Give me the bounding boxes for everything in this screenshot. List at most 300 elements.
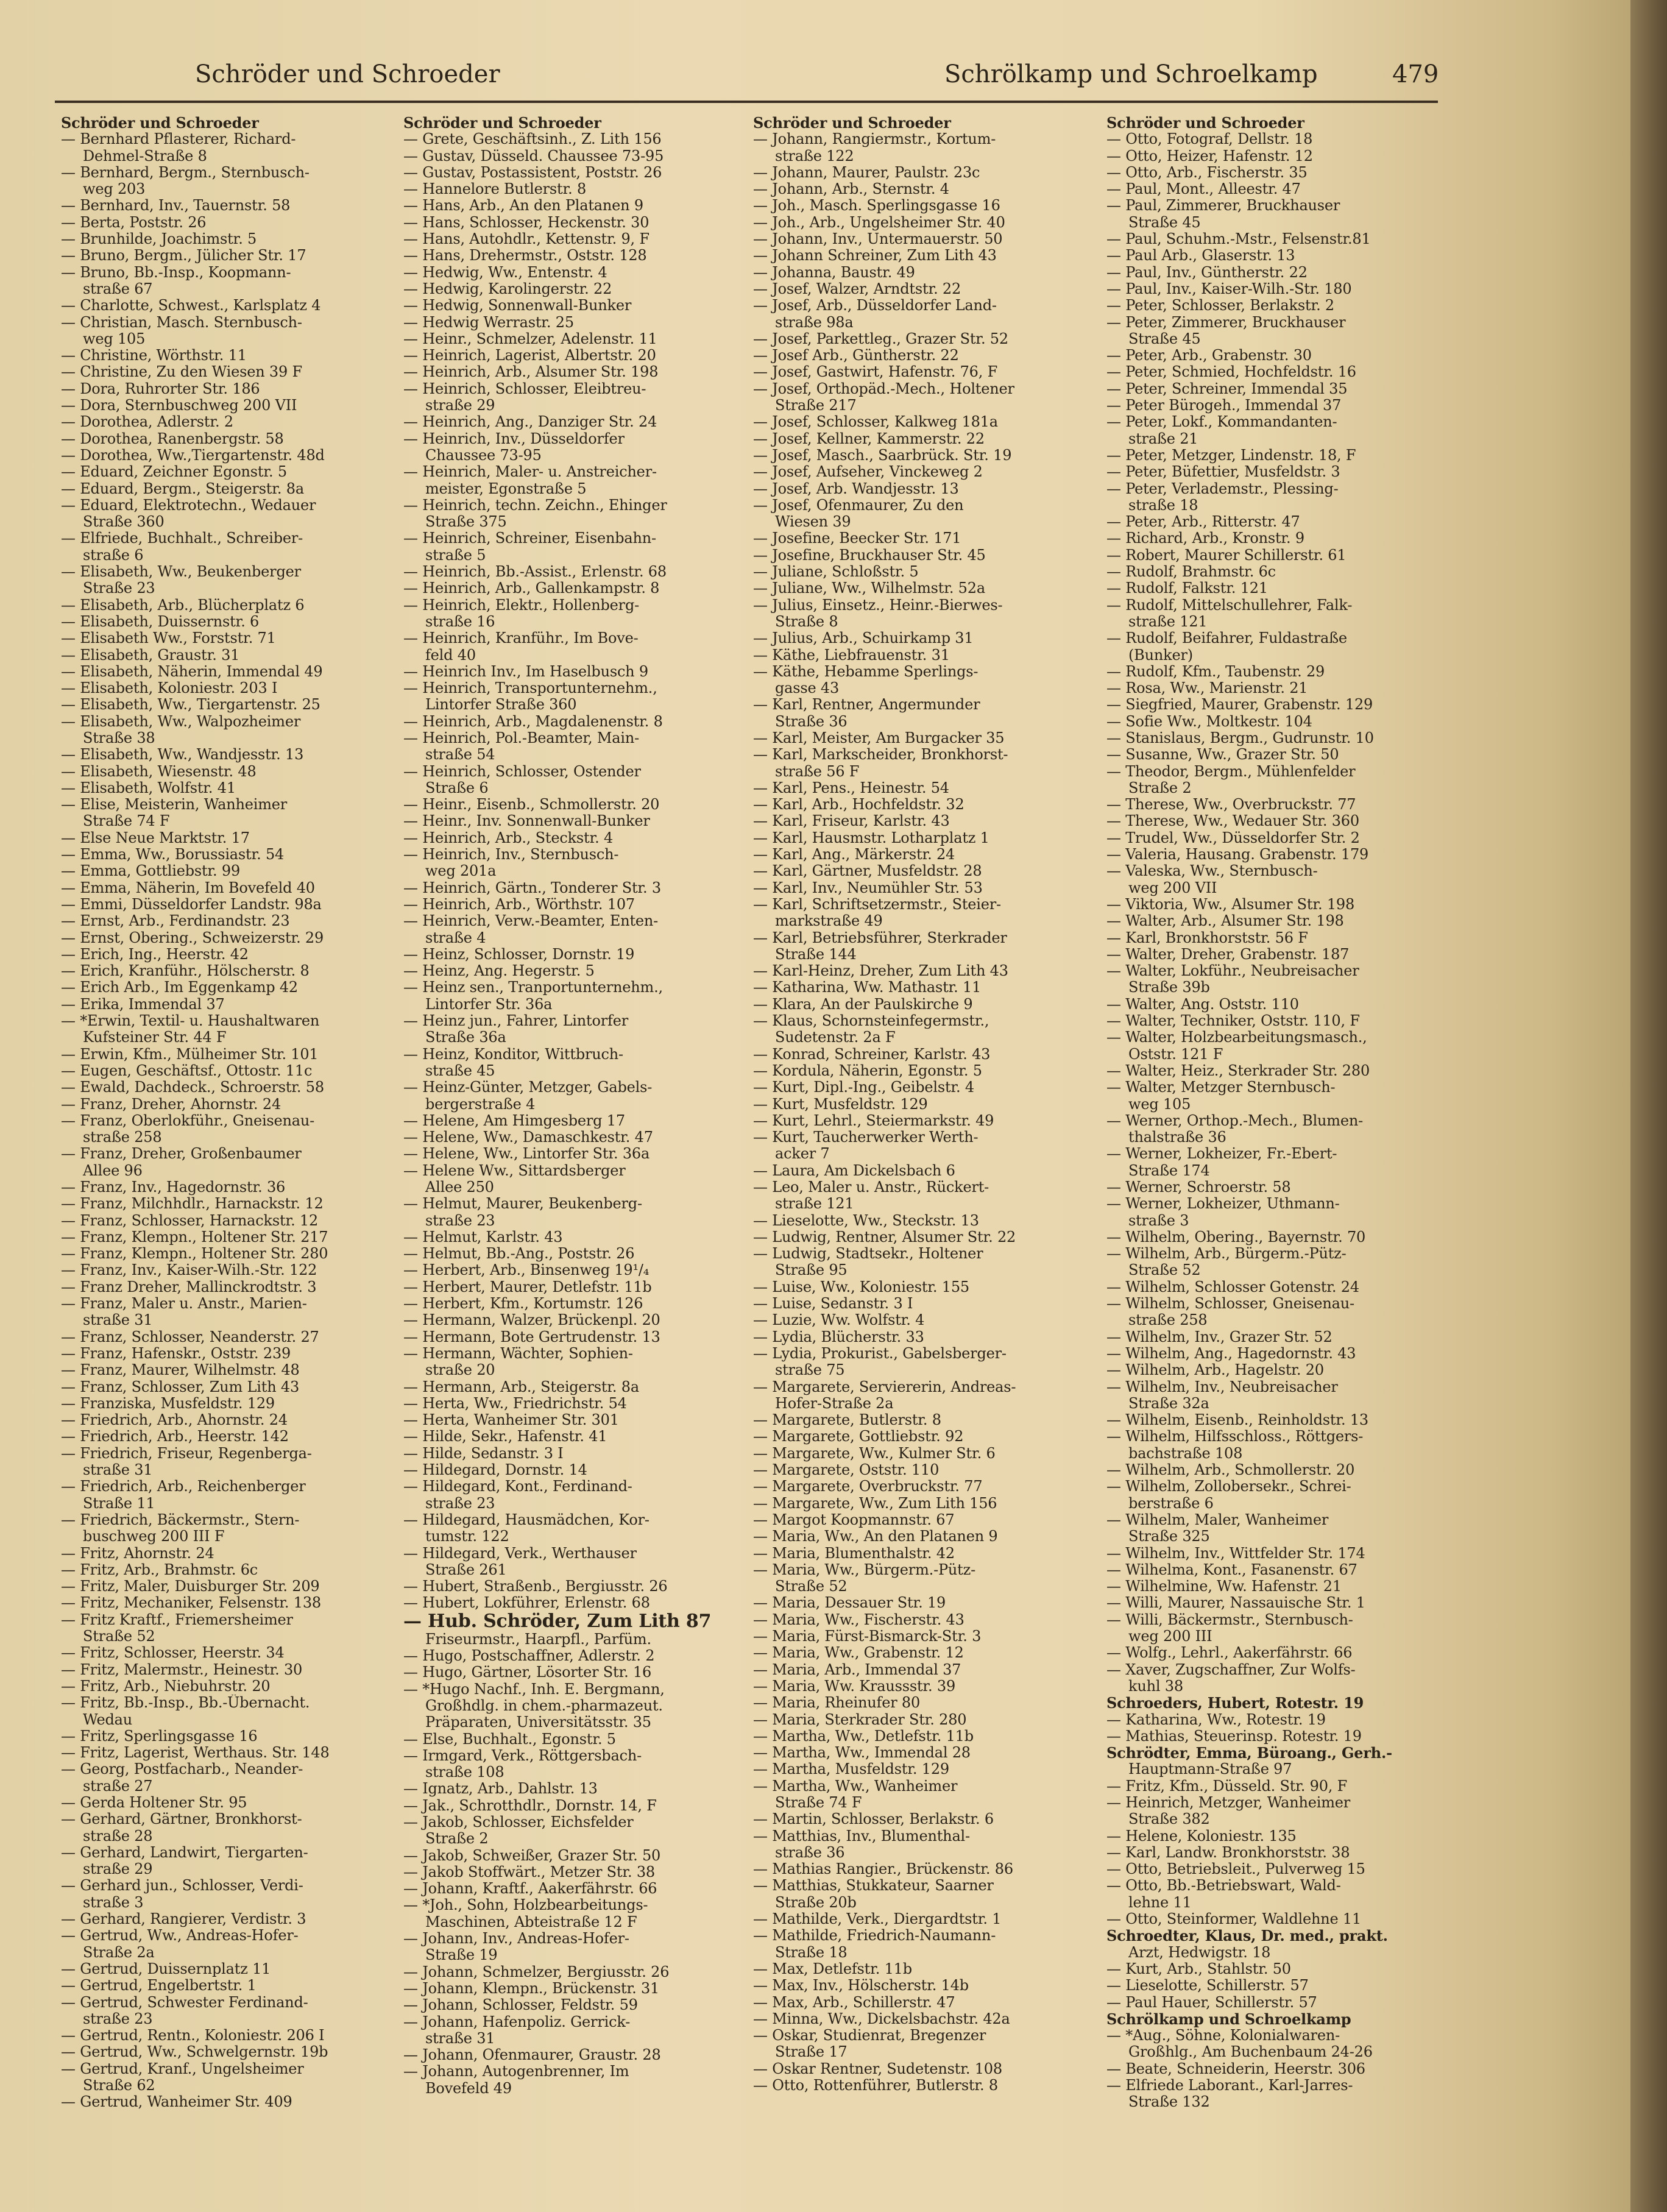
directory-entry-line: — Wilhelm, Inv., Neubreisacher bbox=[1106, 1378, 1338, 1395]
directory-entry-line: — Herbert, Kfm., Kortumstr. 126 bbox=[403, 1296, 643, 1313]
directory-entry-line: — Eugen, Geschäftsf., Ottostr. 11c bbox=[61, 1062, 313, 1079]
directory-entry-line: — Martha, Ww., Wanheimer bbox=[753, 1778, 958, 1795]
directory-entry-line: — Fritz, Arb., Brahmstr. 6c bbox=[61, 1561, 258, 1578]
directory-entry-line: — Therese, Ww., Wedauer Str. 360 bbox=[1106, 813, 1359, 830]
directory-entry-line: Allee 96 bbox=[83, 1162, 143, 1179]
directory-entry-line: — Berta, Poststr. 26 bbox=[61, 214, 207, 231]
directory-entry-line: — Emma, Näherin, Im Bovefeld 40 bbox=[61, 879, 315, 896]
directory-entry-line: — Erich, Ing., Heerstr. 42 bbox=[61, 946, 249, 963]
directory-entry-line: weg 200 III bbox=[1128, 1628, 1212, 1645]
directory-entry-line: — Juliane, Ww., Wilhelmstr. 52a bbox=[753, 580, 985, 597]
directory-entry-line: — Stanislaus, Bergm., Gudrunstr. 10 bbox=[1106, 729, 1374, 746]
directory-entry-line: — Ludwig, Rentner, Alsumer Str. 22 bbox=[753, 1228, 1016, 1246]
directory-entry-line: — Elise, Meisterin, Wanheimer bbox=[61, 796, 288, 814]
directory-entry-line: Allee 250 bbox=[425, 1179, 494, 1196]
directory-entry-line: — Rosa, Ww., Marienstr. 21 bbox=[1106, 680, 1308, 697]
directory-entry-line: — Rudolf, Brahmstr. 6c bbox=[1106, 564, 1276, 581]
directory-entry-line: — Gertrud, Duissernplatz 11 bbox=[61, 1960, 271, 1977]
directory-entry-line: — Johann, Schmelzer, Bergiusstr. 26 bbox=[403, 1963, 670, 1980]
directory-entry-line: — Gertrud, Ww., Schwelgernstr. 19b bbox=[61, 2044, 328, 2061]
directory-entry-line: — Walter, Ang. Oststr. 110 bbox=[1106, 996, 1299, 1013]
directory-entry-line: — Beate, Schneiderin, Heerstr. 306 bbox=[1106, 2060, 1365, 2077]
directory-entry-line: — Heinrich, Pol.-Beamter, Main- bbox=[403, 729, 640, 746]
directory-entry-line: — Franz, Hafenskr., Oststr. 239 bbox=[61, 1345, 291, 1362]
directory-entry-line: thalstraße 36 bbox=[1128, 1129, 1226, 1146]
directory-entry-line: — Therese, Ww., Overbruckstr. 77 bbox=[1106, 796, 1356, 814]
directory-entry-line: weg 203 bbox=[83, 181, 146, 198]
directory-entry-line: — Friedrich, Bäckermstr., Stern- bbox=[61, 1511, 300, 1528]
directory-entry-line: — Heinz-Günter, Metzger, Gabels- bbox=[403, 1079, 653, 1096]
directory-entry-line: Schröder und Schroeder bbox=[1106, 115, 1304, 132]
directory-entry-line: — Otto, Fotograf, Dellstr. 18 bbox=[1106, 131, 1313, 148]
directory-entry-line: — Heinrich, Transportunternehm., bbox=[403, 680, 657, 697]
directory-entry-line: — Elisabeth, Wolfstr. 41 bbox=[61, 779, 236, 796]
column-2 bbox=[403, 115, 726, 2186]
directory-entry-line: — Matthias, Stukkateur, Saarner bbox=[753, 1877, 994, 1895]
directory-entry-line: — Jakob Stoffwärt., Metzer Str. 38 bbox=[403, 1863, 655, 1881]
directory-entry-line: — Peter Bürogeh., Immendal 37 bbox=[1106, 397, 1342, 414]
directory-entry-line: — Erich Arb., Im Eggenkamp 42 bbox=[61, 979, 298, 996]
directory-entry-line: — Lydia, Blücherstr. 33 bbox=[753, 1328, 924, 1345]
directory-entry-line: — Ludwig, Stadtsekr., Holtener bbox=[753, 1246, 983, 1263]
directory-entry-line: — Elisabeth, Wiesenstr. 48 bbox=[61, 763, 257, 780]
directory-entry-line: — Rudolf, Kfm., Taubenstr. 29 bbox=[1106, 663, 1325, 680]
directory-entry-line: — Heinrich, Ang., Danziger Str. 24 bbox=[403, 414, 657, 431]
directory-entry-line: — Johanna, Baustr. 49 bbox=[753, 264, 915, 281]
directory-entry-line: — Erich, Kranführ., Hölscherstr. 8 bbox=[61, 963, 310, 980]
directory-entry-line: straße 3 bbox=[83, 1894, 144, 1911]
directory-entry-line: — Peter, Zimmerer, Bruckhauser bbox=[1106, 314, 1346, 331]
directory-entry-line: Straße 52 bbox=[83, 1628, 155, 1645]
directory-entry-line: — Johann, Inv., Untermauerstr. 50 bbox=[753, 231, 1003, 248]
directory-entry-line: — Franz, Inv., Hagedornstr. 36 bbox=[61, 1179, 286, 1196]
directory-entry-line: — Josef, Schlosser, Kalkweg 181a bbox=[753, 414, 998, 431]
directory-entry-line: — Bernhard, Inv., Tauernstr. 58 bbox=[61, 197, 291, 214]
directory-entry-line: — Dorothea, Ww.,Tiergartenstr. 48d bbox=[61, 447, 325, 464]
directory-entry-line: kuhl 38 bbox=[1128, 1678, 1183, 1695]
directory-entry-line: — Else, Buchhalt., Egonstr. 5 bbox=[403, 1731, 616, 1748]
directory-entry-line: Straße 20b bbox=[775, 1894, 857, 1911]
directory-entry-line: — Bernhard Pflasterer, Richard- bbox=[61, 131, 296, 148]
directory-entry-line: Schroedter, Klaus, Dr. med., prakt. bbox=[1106, 1927, 1388, 1944]
directory-entry-line: straße 108 bbox=[425, 1764, 504, 1781]
page-number: 479 bbox=[1392, 60, 1439, 88]
directory-entry-line: — Bruno, Bergm., Jülicher Str. 17 bbox=[61, 247, 306, 264]
directory-entry-line: straße 29 bbox=[425, 397, 495, 414]
directory-entry-line: — Oskar Rentner, Sudetenstr. 108 bbox=[753, 2060, 1002, 2077]
directory-entry-line: — Elfriede Laborant., Karl-Jarres- bbox=[1106, 2077, 1353, 2094]
directory-entry-line: — Christian, Masch. Sternbusch- bbox=[61, 314, 302, 331]
directory-entry-line: — Siegfried, Maurer, Grabenstr. 129 bbox=[1106, 697, 1373, 714]
directory-entry-line: straße 121 bbox=[775, 1196, 854, 1213]
directory-entry-line: Straße 11 bbox=[83, 1495, 155, 1512]
directory-entry-line: — Maria, Dessauer Str. 19 bbox=[753, 1595, 946, 1612]
directory-entry-line: acker 7 bbox=[775, 1146, 830, 1163]
directory-entry-line: — Karl, Inv., Neumühler Str. 53 bbox=[753, 879, 983, 896]
directory-entry-line: — Christine, Zu den Wiesen 39 F bbox=[61, 364, 302, 381]
directory-entry-line: — Maria, Fürst-Bismarck-Str. 3 bbox=[753, 1628, 982, 1645]
directory-entry-line: — Dora, Ruhrorter Str. 186 bbox=[61, 380, 260, 397]
directory-entry-line: — Wilhelm, Obering., Bayernstr. 70 bbox=[1106, 1228, 1366, 1246]
directory-entry-line: — Josef, Kellner, Kammerstr. 22 bbox=[753, 430, 985, 447]
directory-entry-line: — Wilhelm, Hilfsschloss., Röttgers- bbox=[1106, 1428, 1364, 1445]
directory-entry-line: — Franz, Schlosser, Neanderstr. 27 bbox=[61, 1328, 319, 1345]
directory-entry-line: — Heinrich, Gärtn., Tonderer Str. 3 bbox=[403, 879, 661, 896]
directory-entry-line: Schröder und Schroeder bbox=[753, 115, 951, 132]
directory-entry-line: Straße 325 bbox=[1128, 1528, 1210, 1545]
directory-entry-line: — Elfriede, Buchhalt., Schreiber- bbox=[61, 530, 303, 547]
directory-entry-line: — Gertrud, Schwester Ferdinand- bbox=[61, 1994, 308, 2011]
directory-entry-line: — Hilde, Sekr., Hafenstr. 41 bbox=[403, 1428, 607, 1445]
directory-entry-line: — Eduard, Elektrotechn., Wedauer bbox=[61, 497, 316, 514]
directory-entry-line: — Wilhelm, Arb., Schmollerstr. 20 bbox=[1106, 1462, 1355, 1479]
directory-entry-line: straße 54 bbox=[425, 746, 495, 764]
directory-entry-line: — Emmi, Düsseldorfer Landstr. 98a bbox=[61, 896, 322, 913]
directory-entry-line: straße 29 bbox=[83, 1861, 153, 1878]
directory-entry-line: — Brunhilde, Joachimstr. 5 bbox=[61, 231, 257, 248]
directory-entry-line: — Werner, Orthop.-Mech., Blumen- bbox=[1106, 1112, 1364, 1129]
directory-entry-line: — Johann, Inv., Andreas-Hofer- bbox=[403, 1930, 629, 1948]
directory-entry-line: straße 56 F bbox=[775, 763, 860, 780]
column-1 bbox=[61, 115, 384, 2186]
directory-entry-line: — Margarete, Gottliebstr. 92 bbox=[753, 1428, 964, 1445]
directory-entry-line: — Otto, Rottenführer, Butlerstr. 8 bbox=[753, 2077, 998, 2094]
directory-entry-line: — Josef, Gastwirt, Hafenstr. 76, F bbox=[753, 364, 998, 381]
directory-entry-line: — Heinrich, Arb., Magdalenenstr. 8 bbox=[403, 713, 663, 730]
directory-entry-line: — Josef, Arb., Düsseldorfer Land- bbox=[753, 297, 997, 314]
directory-entry-line: — Wilhelm, Inv., Grazer Str. 52 bbox=[1106, 1328, 1333, 1345]
directory-entry-line: — Heinz, Konditor, Wittbruch- bbox=[403, 1046, 623, 1063]
directory-entry-line: straße 31 bbox=[83, 1312, 153, 1329]
directory-entry-line: — Otto, Arb., Fischerstr. 35 bbox=[1106, 164, 1308, 181]
directory-entry-line: — Wilhelm, Zollobersekr., Schrei- bbox=[1106, 1478, 1351, 1495]
directory-entry-line: — Werner, Schroerstr. 58 bbox=[1106, 1179, 1291, 1196]
directory-entry-line: — Rudolf, Mittelschullehrer, Falk- bbox=[1106, 597, 1353, 614]
directory-entry-line: — Peter, Schreiner, Immendal 35 bbox=[1106, 380, 1348, 397]
directory-entry-line: gasse 43 bbox=[775, 680, 840, 697]
directory-entry-line: — Hildegard, Hausmädchen, Kor- bbox=[403, 1511, 649, 1528]
directory-entry-line: — Maria, Arb., Immendal 37 bbox=[753, 1661, 961, 1678]
directory-entry-line: — Karl, Arb., Hochfeldstr. 32 bbox=[753, 796, 964, 814]
directory-entry-line: — Theodor, Bergm., Mühlenfelder bbox=[1106, 763, 1356, 780]
directory-entry-line: — Fritz, Ahornstr. 24 bbox=[61, 1545, 214, 1562]
directory-entry-line: — Friedrich, Friseur, Regenberga- bbox=[61, 1445, 312, 1462]
directory-entry-line: — Peter, Arb., Ritterstr. 47 bbox=[1106, 514, 1300, 531]
directory-entry-line: — Martin, Schlosser, Berlakstr. 6 bbox=[753, 1811, 994, 1828]
directory-entry-line: — Käthe, Liebfrauenstr. 31 bbox=[753, 647, 950, 664]
directory-entry-line: — Hubert, Lokführer, Erlenstr. 68 bbox=[403, 1595, 650, 1612]
directory-entry-line: Straße 217 bbox=[775, 397, 857, 414]
directory-entry-line: — Johann, Kraftf., Aakerfährstr. 66 bbox=[403, 1881, 657, 1898]
directory-entry-line: — Hugo, Postschaffner, Adlerstr. 2 bbox=[403, 1648, 655, 1665]
directory-entry-line: — Heinr., Eisenb., Schmollerstr. 20 bbox=[403, 796, 660, 814]
directory-entry-line: — Heinz, Schlosser, Dornstr. 19 bbox=[403, 946, 635, 963]
directory-entry-line: Präparaten, Universitätsstr. 35 bbox=[425, 1714, 651, 1731]
directory-entry-line: — Josef Arb., Güntherstr. 22 bbox=[753, 347, 959, 364]
directory-entry-line: — Wilhelm, Arb., Hagelstr. 20 bbox=[1106, 1362, 1324, 1379]
directory-entry-line: — Walter, Arb., Alsumer Str. 198 bbox=[1106, 913, 1344, 930]
directory-entry-line: — Helene, Ww., Damaschkestr. 47 bbox=[403, 1129, 653, 1146]
directory-entry-line: — Maria, Ww. Kraussstr. 39 bbox=[753, 1678, 956, 1695]
directory-entry-line: Lintorfer Str. 36a bbox=[425, 996, 553, 1013]
directory-entry-line: Straße 45 bbox=[1128, 330, 1201, 347]
directory-entry-line: — Hugo, Gärtner, Lösorter Str. 16 bbox=[403, 1664, 652, 1681]
directory-entry-line: Großhlg., Am Buchenbaum 24-26 bbox=[1128, 2044, 1373, 2061]
directory-entry-line: — Maria, Ww., Fischerstr. 43 bbox=[753, 1611, 964, 1628]
directory-entry-line: — Max, Detlefstr. 11b bbox=[753, 1960, 912, 1977]
directory-entry-line: — Heinrich, Arb., Steckstr. 4 bbox=[403, 829, 614, 846]
directory-entry-line: — Trudel, Ww., Düsseldorfer Str. 2 bbox=[1106, 829, 1360, 846]
directory-entry-line: — Heinrich, Arb., Gallenkampstr. 8 bbox=[403, 580, 660, 597]
directory-entry-line: — Johann Schreiner, Zum Lith 43 bbox=[753, 247, 997, 264]
directory-entry-line: — Josef, Orthopäd.-Mech., Holtener bbox=[753, 380, 1014, 397]
directory-entry-line: Bovefeld 49 bbox=[425, 2080, 512, 2097]
directory-entry-line: — Heinrich, Verw.-Beamter, Enten- bbox=[403, 913, 659, 930]
directory-entry-line: Oststr. 121 F bbox=[1128, 1046, 1223, 1063]
directory-entry-line: — Rudolf, Falkstr. 121 bbox=[1106, 580, 1268, 597]
directory-entry-line: — Lieselotte, Ww., Steckstr. 13 bbox=[753, 1212, 979, 1229]
directory-entry-line: — Hildegard, Verk., Werthauser bbox=[403, 1545, 637, 1562]
directory-entry-line: straße 21 bbox=[1128, 430, 1198, 447]
header-left-title: Schröder und Schroeder bbox=[195, 60, 500, 88]
directory-entry-line: Hauptmann-Straße 97 bbox=[1128, 1761, 1292, 1778]
directory-entry-line: Hofer-Straße 2a bbox=[775, 1395, 894, 1412]
header-right-title: Schrölkamp und Schroelkamp bbox=[944, 60, 1318, 88]
directory-entry-line: straße 121 bbox=[1128, 613, 1208, 630]
directory-entry-line: — Bernhard, Bergm., Sternbusch- bbox=[61, 164, 310, 181]
directory-entry-line: Straße 45 bbox=[1128, 214, 1201, 231]
directory-entry-line: — Josef, Masch., Saarbrück. Str. 19 bbox=[753, 447, 1012, 464]
directory-entry-line: — Heinrich, Arb., Wörthstr. 107 bbox=[403, 896, 635, 913]
directory-entry-line: Straße 23 bbox=[83, 580, 155, 597]
directory-entry-line: — Karl, Betriebsführer, Sterkrader bbox=[753, 929, 1007, 946]
directory-entry-line: Straße 36a bbox=[425, 1029, 506, 1046]
directory-entry-line: — Franz, Oberlokführ., Gneisenau- bbox=[61, 1112, 315, 1129]
directory-entry-line: — Hans, Autohdlr., Kettenstr. 9, F bbox=[403, 231, 649, 248]
directory-entry-line: — Hedwig, Karolingerstr. 22 bbox=[403, 280, 612, 297]
directory-entry-line: — Walter, Techniker, Oststr. 110, F bbox=[1106, 1013, 1360, 1030]
directory-entry-line: — Heinrich, Maler- u. Anstreicher- bbox=[403, 464, 657, 481]
directory-entry-line: — Leo, Maler u. Anstr., Rückert- bbox=[753, 1179, 989, 1196]
directory-entry-line: — Robert, Maurer Schillerstr. 61 bbox=[1106, 547, 1347, 564]
directory-entry-line: — Herbert, Maurer, Detlefstr. 11b bbox=[403, 1278, 652, 1296]
directory-entry-line: — Maria, Ww., Grabenstr. 12 bbox=[753, 1645, 964, 1662]
directory-entry-line: — Max, Arb., Schillerstr. 47 bbox=[753, 1994, 955, 2011]
directory-entry-line: — Max, Inv., Hölscherstr. 14b bbox=[753, 1977, 969, 1994]
column-4 bbox=[1106, 115, 1429, 2186]
directory-entry-line: — Peter, Arb., Grabenstr. 30 bbox=[1106, 347, 1312, 364]
directory-entry-line: — Fritz, Bb.-Insp., Bb.-Übernacht. bbox=[61, 1695, 310, 1712]
directory-entry-line: (Bunker) bbox=[1128, 647, 1193, 664]
directory-entry-line: weg 200 VII bbox=[1128, 879, 1217, 896]
directory-entry-line: — *Aug., Söhne, Kolonialwaren- bbox=[1106, 2027, 1340, 2044]
directory-entry-line: — Werner, Lokheizer, Fr.-Ebert- bbox=[1106, 1146, 1337, 1163]
directory-entry-line: tumstr. 122 bbox=[425, 1528, 509, 1545]
directory-entry-line: — Bruno, Bb.-Insp., Koopmann- bbox=[61, 264, 291, 281]
directory-entry-line: — Karl, Gärtner, Musfeldstr. 28 bbox=[753, 863, 982, 880]
directory-entry-line: — Fritz Kraftf., Friemersheimer bbox=[61, 1611, 293, 1628]
directory-entry-line: — Jakob, Schlosser, Eichsfelder bbox=[403, 1813, 634, 1831]
directory-entry-line: — Heinrich, Schreiner, Eisenbahn- bbox=[403, 530, 656, 547]
directory-entry-line: — Franz, Milchhdlr., Harnackstr. 12 bbox=[61, 1196, 324, 1213]
directory-entry-line: — Heinrich Inv., Im Haselbusch 9 bbox=[403, 663, 648, 680]
directory-entry-line: — Mathilde, Verk., Diergardtstr. 1 bbox=[753, 1911, 1002, 1928]
directory-entry-line: — Luzie, Ww. Wolfstr. 4 bbox=[753, 1312, 925, 1329]
directory-entry-line: Schröder und Schroeder bbox=[403, 115, 601, 132]
directory-entry-line: Straße 18 bbox=[775, 1944, 848, 1961]
directory-entry-line: — Karl, Pens., Heinestr. 54 bbox=[753, 779, 949, 796]
directory-entry-line: — Dora, Sternbuschweg 200 VII bbox=[61, 397, 297, 414]
directory-entry-line: — Karl, Hausmstr. Lotharplatz 1 bbox=[753, 829, 989, 846]
directory-entry-line: Straße 19 bbox=[425, 1947, 498, 1964]
directory-entry-line: — Lieselotte, Schillerstr. 57 bbox=[1106, 1977, 1309, 1994]
directory-entry-line: — Helmut, Maurer, Beukenberg- bbox=[403, 1196, 642, 1213]
directory-entry-line: Straße 8 bbox=[775, 613, 838, 630]
directory-entry-line: Schröder und Schroeder bbox=[61, 115, 259, 132]
directory-entry-line: — Martha, Ww., Detlefstr. 11b bbox=[753, 1728, 974, 1745]
directory-entry-line: straße 31 bbox=[425, 2030, 495, 2047]
directory-entry-line: — Josefine, Bruckhauser Str. 45 bbox=[753, 547, 986, 564]
directory-entry-line: — Otto, Steinformer, Waldlehne 11 bbox=[1106, 1911, 1362, 1928]
directory-entry-line: — Johann, Ofenmaurer, Graustr. 28 bbox=[403, 2047, 661, 2064]
directory-entry-line: — Jak., Schrotthdlr., Dornstr. 14, F bbox=[403, 1797, 657, 1814]
directory-entry-line: — Elisabeth, Ww., Tiergartenstr. 25 bbox=[61, 697, 320, 714]
directory-entry-line: — Maria, Blumenthalstr. 42 bbox=[753, 1545, 955, 1562]
directory-entry-line: — Klara, An der Paulskirche 9 bbox=[753, 996, 973, 1013]
directory-entry-line: straße 98a bbox=[775, 314, 854, 331]
directory-entry-line: straße 67 bbox=[83, 280, 153, 297]
directory-entry-line: — Walter, Holzbearbeitungsmasch., bbox=[1106, 1029, 1367, 1046]
directory-entry-line: — Franziska, Musfeldstr. 129 bbox=[61, 1395, 275, 1412]
directory-entry-line: Chaussee 73-95 bbox=[425, 447, 542, 464]
directory-entry-line: — Käthe, Hebamme Sperlings- bbox=[753, 663, 979, 680]
directory-entry-line: — Richard, Arb., Kronstr. 9 bbox=[1106, 530, 1304, 547]
directory-entry-line: Straße 6 bbox=[425, 779, 489, 796]
directory-entry-line: — Otto, Heizer, Hafenstr. 12 bbox=[1106, 147, 1313, 165]
directory-entry-line: — Heinrich, Lagerist, Albertstr. 20 bbox=[403, 347, 656, 364]
directory-entry-line: — Karl, Meister, Am Burgacker 35 bbox=[753, 729, 1005, 746]
directory-entry-line: — Mathias, Steuerinsp. Rotestr. 19 bbox=[1106, 1728, 1362, 1745]
directory-entry-line: — Paul, Mont., Alleestr. 47 bbox=[1106, 181, 1301, 198]
directory-entry-line: — Johann, Arb., Sternstr. 4 bbox=[753, 181, 949, 198]
directory-entry-line: — Eduard, Bergm., Steigerstr. 8a bbox=[61, 480, 304, 497]
directory-entry-line: weg 105 bbox=[1128, 1096, 1191, 1113]
directory-entry-line: — Helene Ww., Sittardsberger bbox=[403, 1162, 626, 1179]
directory-entry-line: — Grete, Geschäftsinh., Z. Lith 156 bbox=[403, 131, 662, 148]
directory-entry-line: — Gerhard, Landwirt, Tiergarten- bbox=[61, 1844, 308, 1861]
directory-entry-line: Straße 261 bbox=[425, 1561, 507, 1578]
directory-entry-line: straße 258 bbox=[1128, 1312, 1208, 1329]
directory-entry-line: — Friedrich, Arb., Ahornstr. 24 bbox=[61, 1412, 288, 1429]
directory-entry-line: — Kurt, Arb., Stahlstr. 50 bbox=[1106, 1960, 1291, 1977]
directory-entry-line: — Emma, Ww., Borussiastr. 54 bbox=[61, 846, 285, 863]
directory-entry-line: — Peter, Verlademstr., Plessing- bbox=[1106, 480, 1339, 497]
directory-entry-line: — Georg, Postfacharb., Neander- bbox=[61, 1761, 303, 1778]
directory-entry-line: — Fritz, Sperlingsgasse 16 bbox=[61, 1728, 258, 1745]
directory-entry-line: — Wilhelm, Schlosser Gotenstr. 24 bbox=[1106, 1278, 1359, 1296]
directory-entry-line: — Elisabeth, Koloniestr. 203 I bbox=[61, 680, 278, 697]
directory-entry-line: Straße 38 bbox=[83, 729, 155, 746]
directory-entry-line: — Franz, Maurer, Wilhelmstr. 48 bbox=[61, 1362, 300, 1379]
directory-entry-line: — Fritz, Mechaniker, Felsenstr. 138 bbox=[61, 1595, 321, 1612]
directory-entry-line: — Maria, Sterkrader Str. 280 bbox=[753, 1711, 967, 1728]
directory-entry-line: — Josef, Aufseher, Vinckeweg 2 bbox=[753, 464, 983, 481]
directory-entry-line: straße 18 bbox=[1128, 497, 1198, 514]
directory-entry-line: — Elisabeth, Arb., Blücherplatz 6 bbox=[61, 597, 305, 614]
running-header bbox=[55, 56, 1438, 99]
directory-entry-line: — Heinrich, Elektr., Hollenberg- bbox=[403, 597, 640, 614]
directory-entry-line: — Matthias, Inv., Blumenthal- bbox=[753, 1827, 970, 1845]
directory-entry-line: — Peter, Schmied, Hochfeldstr. 16 bbox=[1106, 364, 1356, 381]
directory-entry-line: Schroeders, Hubert, Rotestr. 19 bbox=[1106, 1695, 1364, 1712]
directory-entry-line: — Friedrich, Arb., Reichenberger bbox=[61, 1478, 306, 1495]
directory-entry-line: straße 45 bbox=[425, 1062, 495, 1079]
directory-entry-line: — Kordula, Näherin, Egonstr. 5 bbox=[753, 1062, 982, 1079]
directory-entry-line: — Heinz sen., Tranportunternehm., bbox=[403, 979, 663, 996]
directory-entry-line: — Karl, Bronkhorststr. 56 F bbox=[1106, 929, 1308, 946]
directory-entry-line: lehne 11 bbox=[1128, 1894, 1192, 1911]
directory-entry-line: bergerstraße 4 bbox=[425, 1096, 536, 1113]
directory-entry-line: — Walter, Heiz., Sterkrader Str. 280 bbox=[1106, 1062, 1370, 1079]
directory-entry-line: — Ewald, Dachdeck., Schroerstr. 58 bbox=[61, 1079, 324, 1096]
directory-entry-line: — Wilhelm, Inv., Wittfelder Str. 174 bbox=[1106, 1545, 1365, 1562]
directory-entry-line: — Hildegard, Kont., Ferdinand- bbox=[403, 1478, 632, 1495]
directory-entry-line: Straße 32a bbox=[1128, 1395, 1209, 1412]
directory-entry-line: — Hilde, Sedanstr. 3 I bbox=[403, 1445, 564, 1462]
directory-entry-line: — Karl, Markscheider, Bronkhorst- bbox=[753, 746, 1008, 764]
directory-entry-line: — Katharina, Ww., Rotestr. 19 bbox=[1106, 1711, 1326, 1728]
directory-entry-line: — Hans, Schlosser, Heckenstr. 30 bbox=[403, 214, 649, 231]
directory-entry-line: — Helmut, Bb.-Ang., Poststr. 26 bbox=[403, 1246, 635, 1263]
directory-entry-line: — Werner, Lokheizer, Uthmann- bbox=[1106, 1196, 1340, 1213]
directory-entry-line: — Xaver, Zugschaffner, Zur Wolfs- bbox=[1106, 1661, 1356, 1678]
directory-entry-line: — Hermann, Wächter, Sophien- bbox=[403, 1345, 633, 1362]
directory-entry-line: — Sofie Ww., Moltkestr. 104 bbox=[1106, 713, 1312, 730]
directory-entry-line: straße 3 bbox=[1128, 1212, 1189, 1229]
directory-entry-line: Straße 2 bbox=[1128, 779, 1192, 796]
directory-entry-line: — Franz, Klempn., Holtener Str. 280 bbox=[61, 1246, 328, 1263]
directory-entry-line: straße 23 bbox=[425, 1495, 495, 1512]
directory-entry-line: — Franz Dreher, Mallinckrodtstr. 3 bbox=[61, 1278, 317, 1296]
directory-entry-line: — Heinrich, techn. Zeichn., Ehinger bbox=[403, 497, 667, 514]
directory-entry-line: — Friedrich, Arb., Heerstr. 142 bbox=[61, 1428, 289, 1445]
directory-entry-line: — Hildegard, Dornstr. 14 bbox=[403, 1462, 587, 1479]
directory-entry-line: — Elisabeth, Ww., Beukenberger bbox=[61, 564, 301, 581]
directory-entry-line: — Johann, Klempn., Brückenstr. 31 bbox=[403, 1980, 660, 1997]
directory-entry-line: Straße 382 bbox=[1128, 1811, 1210, 1828]
directory-entry-line: buschweg 200 III F bbox=[83, 1528, 225, 1545]
directory-entry-line: straße 23 bbox=[425, 1212, 495, 1229]
directory-entry-line: — Charlotte, Schwest., Karlsplatz 4 bbox=[61, 297, 321, 314]
directory-entry-line: Straße 62 bbox=[83, 2077, 155, 2094]
directory-entry-line: — Elisabeth Ww., Forststr. 71 bbox=[61, 630, 276, 647]
directory-entry-line: meister, Egonstraße 5 bbox=[425, 480, 587, 497]
directory-entry-line: Straße 52 bbox=[1128, 1262, 1201, 1279]
directory-entry-line: — Herta, Wanheimer Str. 301 bbox=[403, 1412, 619, 1429]
directory-entry-line: — Ernst, Obering., Schweizerstr. 29 bbox=[61, 929, 324, 946]
directory-entry-line: — Karl, Schriftsetzermstr., Steier- bbox=[753, 896, 1001, 913]
directory-entry-line: berstraße 6 bbox=[1128, 1495, 1214, 1512]
directory-entry-line: — Margarete, Butlerstr. 8 bbox=[753, 1412, 941, 1429]
directory-entry-line: — Hedwig, Ww., Entenstr. 4 bbox=[403, 264, 607, 281]
directory-entry-line: — Heinz jun., Fahrer, Lintorfer bbox=[403, 1013, 628, 1030]
directory-entry-line: — Johann, Schlosser, Feldstr. 59 bbox=[403, 1997, 638, 2014]
directory-entry-line: — Margarete, Overbruckstr. 77 bbox=[753, 1478, 983, 1495]
directory-entry-line: — Walter, Metzger Sternbusch- bbox=[1106, 1079, 1336, 1096]
directory-entry-line: — Gerhard, Rangierer, Verdistr. 3 bbox=[61, 1911, 306, 1928]
directory-entry-line: — Franz, Dreher, Ahornstr. 24 bbox=[61, 1096, 281, 1113]
directory-entry-line: — Heinrich, Schlosser, Ostender bbox=[403, 763, 641, 780]
